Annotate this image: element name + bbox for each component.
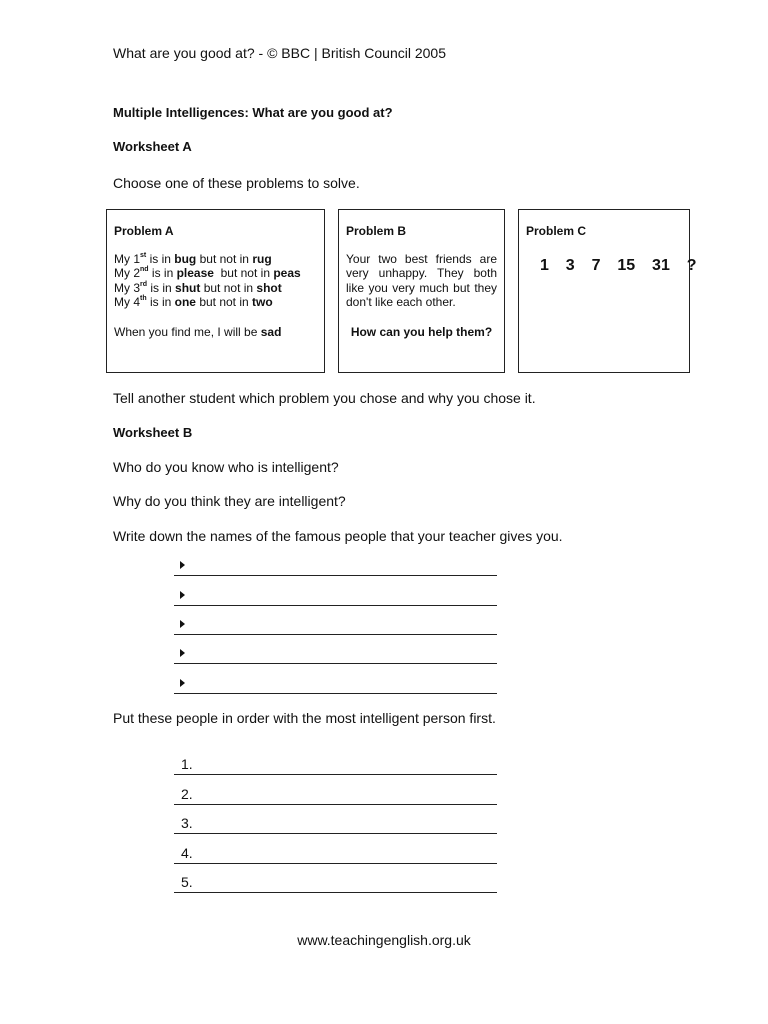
riddle-line: My 4th is in one but not in two <box>114 295 273 309</box>
arrow-bullet-icon <box>180 620 185 628</box>
arrow-bullet-icon <box>180 561 185 569</box>
problem-c-sequence: 1 3 7 15 31 ? <box>540 256 697 274</box>
problem-c-title: Problem C <box>526 224 587 238</box>
problem-b-text: Your two best friends are very unhappy. They both like you very much but they don't like each other. <box>346 251 497 309</box>
order-number: 4. <box>181 845 193 861</box>
problem-b-title: Problem B <box>346 224 407 238</box>
riddle-line: My 1st is in bug but not in rug <box>114 251 272 266</box>
name-line[interactable] <box>174 557 497 576</box>
question-who: Who do you know who is intelligent? <box>113 459 339 475</box>
arrow-bullet-icon <box>180 679 185 687</box>
order-number: 5. <box>181 874 193 890</box>
name-line[interactable] <box>174 587 497 606</box>
riddle-line: My 2nd is in please but not in peas <box>114 266 301 280</box>
order-line[interactable] <box>174 874 497 893</box>
order-number: 3. <box>181 815 193 831</box>
name-line[interactable] <box>174 675 497 694</box>
page-header: What are you good at? - © BBC | British Council 2005 <box>113 45 447 61</box>
name-line[interactable] <box>174 616 497 635</box>
order-line[interactable] <box>174 845 497 864</box>
question-why: Why do you think they are intelligent? <box>113 493 346 509</box>
problem-a-title: Problem A <box>114 224 174 238</box>
order-line[interactable] <box>174 815 497 834</box>
worksheet-title: Multiple Intelligences: What are you good at? <box>113 105 393 120</box>
worksheet-a-heading: Worksheet A <box>113 139 192 154</box>
worksheet-a-follow-up: Tell another student which problem you chose and why you chose it. <box>113 390 536 406</box>
order-instruction: Put these people in order with the most intelligent person first. <box>113 710 496 726</box>
footer-url: www.teachingenglish.org.uk <box>297 932 471 948</box>
worksheet-a-instruction: Choose one of these problems to solve. <box>113 175 360 191</box>
problem-a-riddle <box>114 252 317 310</box>
problem-a-answer-prompt: When you find me, I will be sad <box>114 324 282 339</box>
arrow-bullet-icon <box>180 591 185 599</box>
order-line[interactable] <box>174 756 497 775</box>
worksheet-b-heading: Worksheet B <box>113 425 193 440</box>
problem-b-question: How can you help them? <box>350 324 493 339</box>
arrow-bullet-icon <box>180 649 185 657</box>
order-line[interactable] <box>174 786 497 805</box>
order-number: 2. <box>181 786 193 802</box>
order-number: 1. <box>181 756 193 772</box>
riddle-line: My 3rd is in shut but not in shot <box>114 280 282 295</box>
problem-b-box <box>338 209 505 373</box>
write-names-instruction: Write down the names of the famous people that your teacher gives you. <box>113 528 563 544</box>
name-line[interactable] <box>174 645 497 664</box>
problem-c-box <box>518 209 697 373</box>
problem-a-box <box>106 209 325 373</box>
